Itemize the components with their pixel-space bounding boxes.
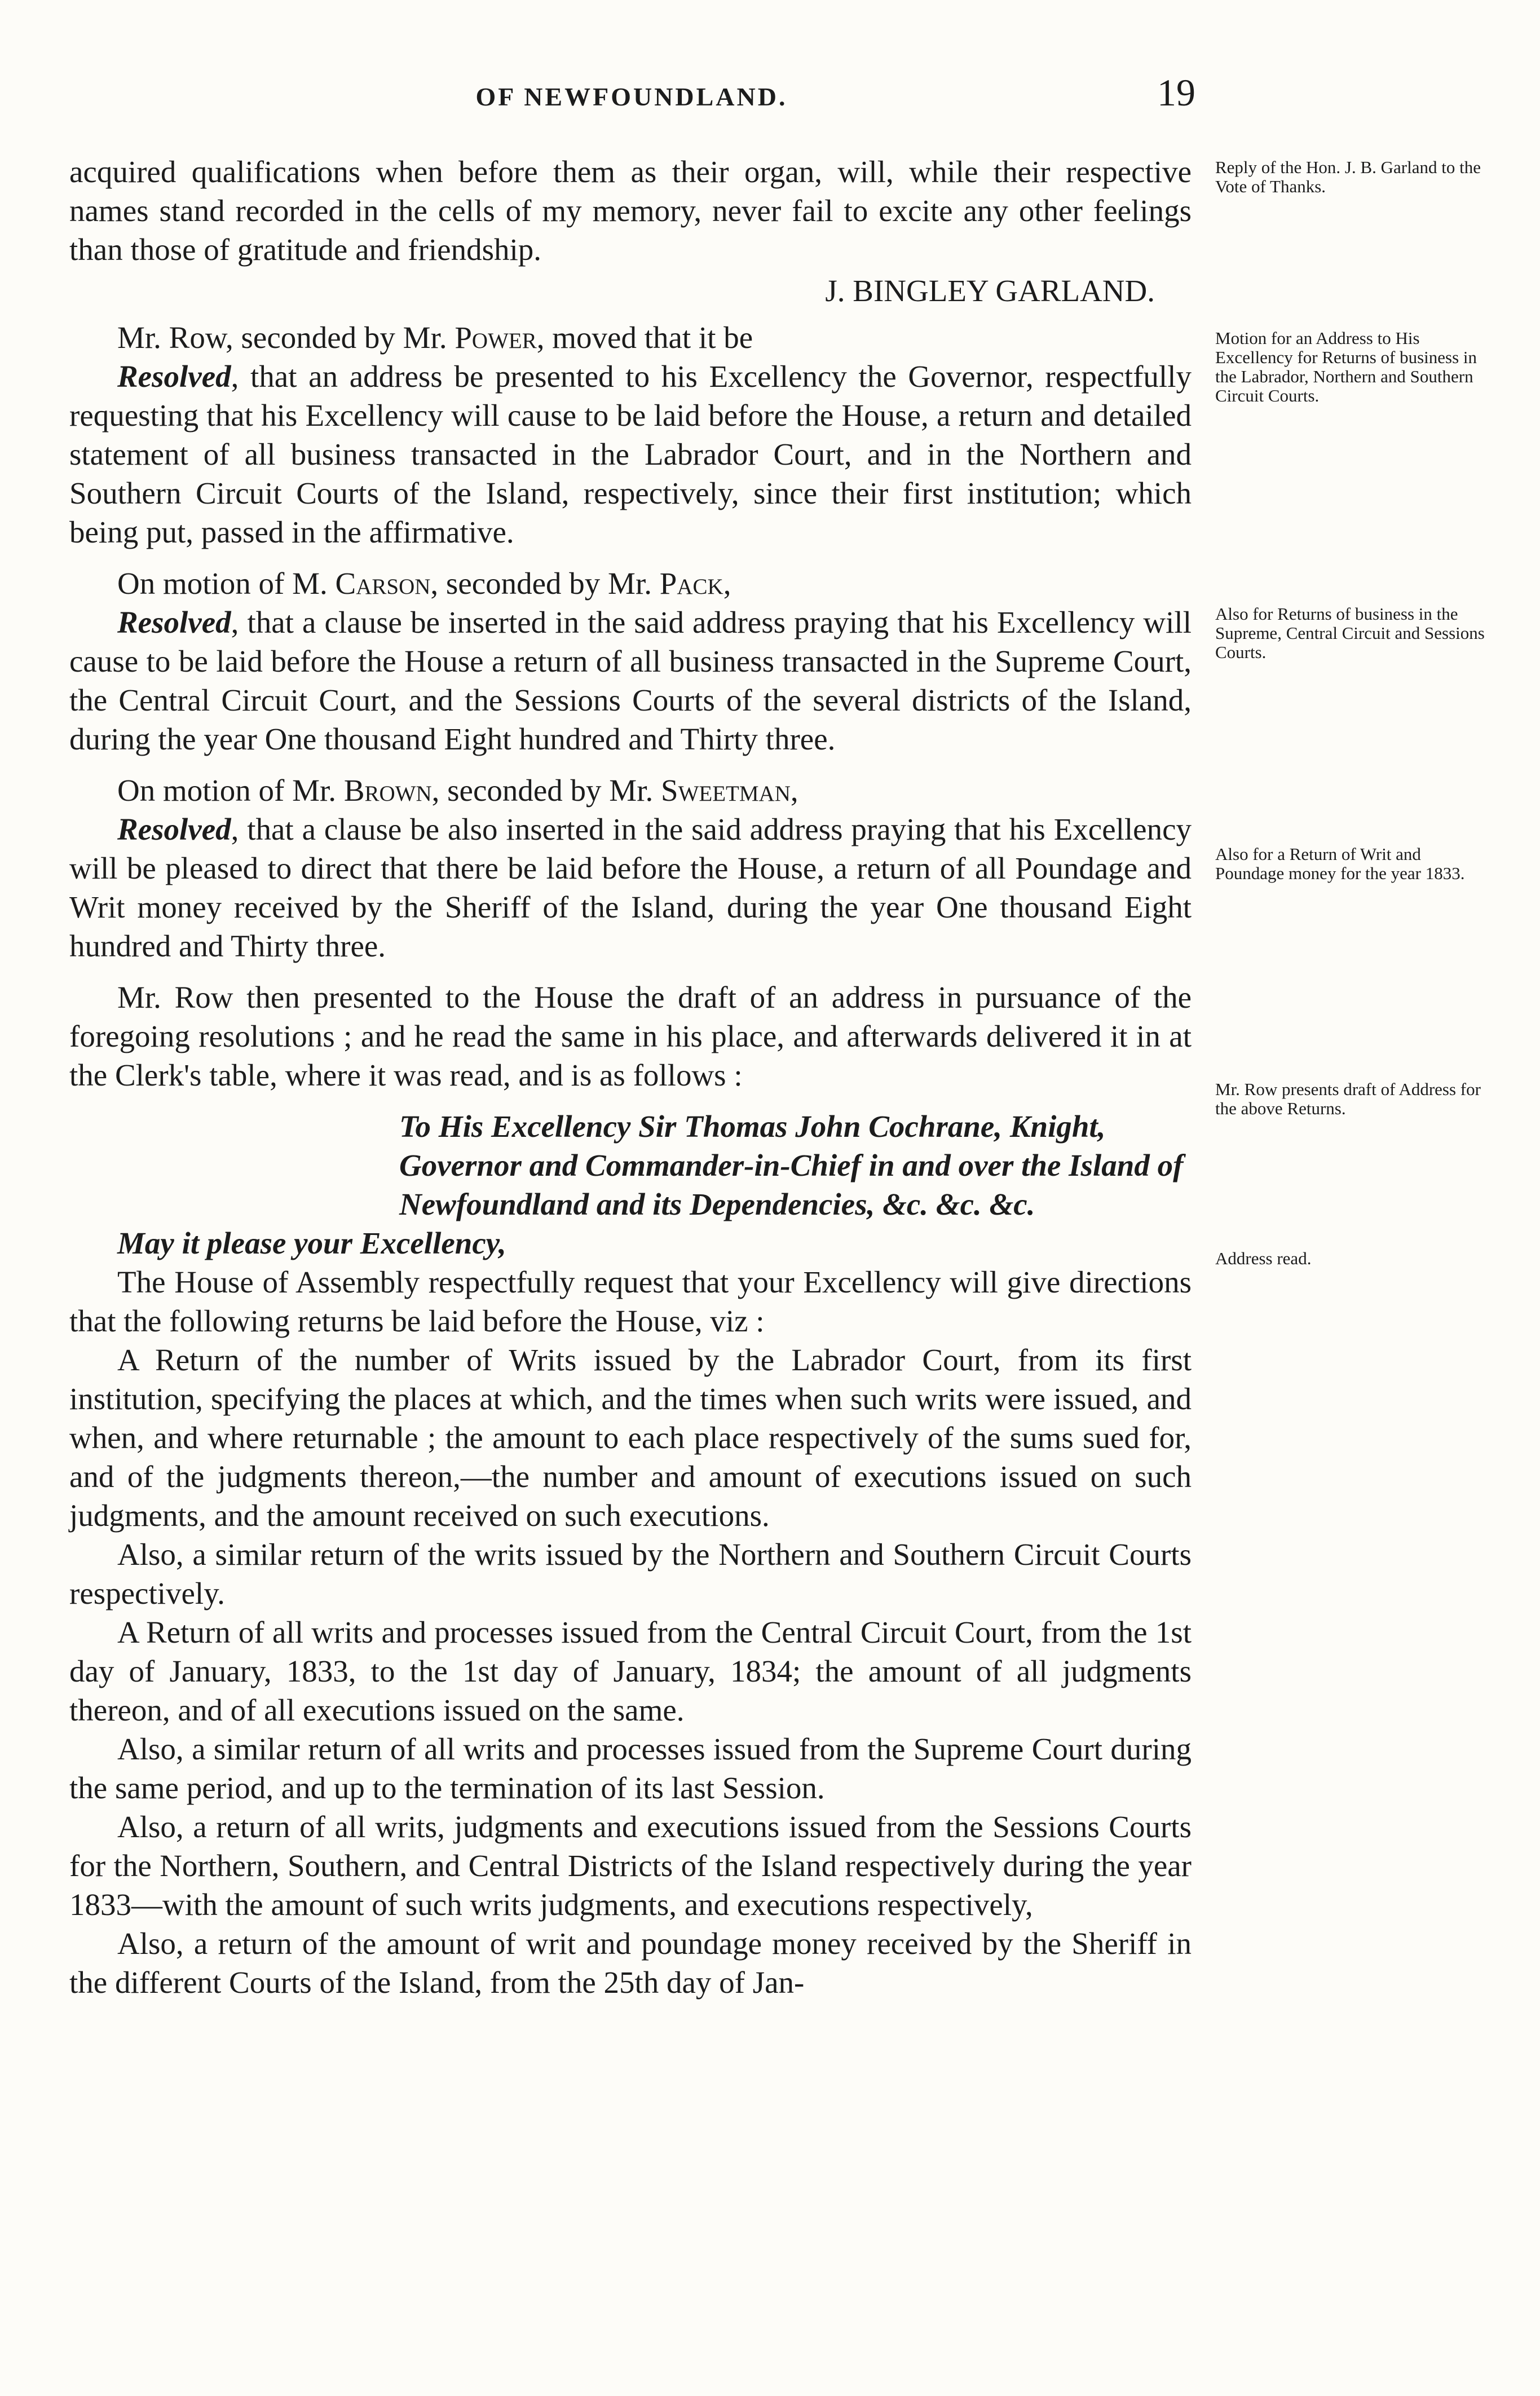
motion-text: , — [723, 566, 731, 601]
margin-note-supreme-court: Also for Returns of business in the Supreme, Central Circuit and Sessions Courts. — [1215, 604, 1485, 662]
motion-text: On motion of M. — [117, 566, 328, 601]
motion-text: On motion of Mr. — [117, 773, 337, 808]
address-paragraph: Also, a similar return of all writs and processes issued from the Supreme Court during the same period, and up to the termination of its last Session. — [69, 1732, 1192, 1805]
paragraph-draft-presented: Mr. Row then presented to the House the draft of an address in pursuance of the foregoing resolutions ; and he read the same in his place, and afterwards delivered it in at the Clerk's table, where it was read, and is as follows : — [69, 980, 1192, 1092]
running-head: OF NEWFOUNDLAND. — [475, 82, 788, 111]
paragraph-reply-end: acquired qualifications when before them as their organ, will, while their respective names stand recorded in the cells of my memory, never fail to excite any other feelings than those of gratitude and friendship. — [69, 155, 1192, 267]
motion-text: , seconded by Mr. — [430, 566, 652, 601]
resolution — [69, 357, 1192, 551]
page-number: 19 — [1157, 71, 1195, 114]
member-name: Pack — [659, 566, 723, 601]
address-paragraph: Also, a return of all writs, judgments and executions issued from the Sessions Courts for the Northern, Southern, and Central Districts of the Island respectively during the year 1833—with the amount of such writs judgments, and executions respectively, — [69, 1810, 1192, 1922]
resolution — [69, 810, 1192, 965]
address-paragraph: The House of Assembly respectfully request that your Excellency will give directions that the following returns be laid before the House, viz : — [69, 1265, 1192, 1338]
resolved-word: Resolved — [117, 359, 231, 394]
resolution-text: , that a clause be inserted in the said address praying that his Excellency will cause to be laid before the House a return of all business transacted in the Supreme Court, the Central Circuit Court, and the Sessions Courts of the several districts of the Island, during the year One thousand Eight hundred and Thirty three. — [69, 605, 1192, 756]
salutation: May it please your Excellency, — [117, 1226, 506, 1260]
member-name: Carson — [335, 566, 431, 601]
margin-note-draft-address: Mr. Row presents draft of Address for the above Returns. — [1215, 1079, 1481, 1118]
member-name: Sweetman — [660, 773, 791, 808]
motion-carson — [69, 564, 1192, 603]
margin-note-writ-poundage: Also for a Return of Writ and Poundage money for the year 1833. — [1215, 844, 1465, 883]
margin-note-reply: Reply of the Hon. J. B. Garland to the Vote of Thanks. — [1215, 157, 1481, 196]
margin-note-motion-address: Motion for an Address to His Excellency for Returns of business in the Labrador, Northern and Southern Circuit Courts. — [1215, 328, 1477, 405]
margin-note-address-read: Address read. — [1215, 1248, 1312, 1268]
address-paragraph: Also, a return of the amount of writ and poundage money received by the Sheriff in the different Courts of the Island, from the 25th day of Jan- — [69, 1926, 1192, 2000]
motion-text: , moved that it be — [536, 320, 753, 355]
address-heading: To His Excellency Sir Thomas John Cochrane, Knight, Governor and Commander-in-Chief in and over the Island of Newfoundland and its Dependencies, &c. &c. &c. — [399, 1109, 1184, 1221]
motion-text: , seconded by Mr. — [431, 773, 654, 808]
member-name: Brown — [343, 773, 432, 808]
motion-text: , — [790, 773, 798, 808]
motion-row — [69, 318, 1192, 357]
resolution-text: , that an address be presented to his Excellency the Governor, respectfully requesting that his Excellency will cause to be laid before the House, a return and detailed statement of all business transacted in the Labrador Court, and in the Northern and Southern Circuit Courts of the Island, respectively, since their first institution; which being put, passed in the affirmative. — [69, 359, 1192, 549]
member-name: Power — [455, 320, 537, 355]
address-paragraph: A Return of all writs and processes issued from the Central Circuit Court, from the 1st day of January, 1833, to the 1st day of January, 1834; the amount of all judgments thereon, and of all executions issued on the same. — [69, 1615, 1192, 1727]
signature: J. BINGLEY GARLAND. — [825, 273, 1155, 308]
motion-brown — [69, 771, 1192, 810]
address-paragraph: Also, a similar return of the writs issued by the Northern and Southern Circuit Courts respectively. — [69, 1537, 1192, 1610]
resolution — [69, 603, 1192, 758]
body-text — [69, 152, 1192, 2002]
address-paragraph: A Return of the number of Writs issued by the Labrador Court, from its first institution, specifying the places at which, and the times when such writs were issued, and when, and where returnable ; the amount to each place respectively of the sums sued for, and of the judgments thereon,—the number and amount of executions issued on such judgments, and the amount received on such executions. — [69, 1343, 1192, 1533]
resolved-word: Resolved — [117, 812, 231, 846]
resolution-text: , that a clause be also inserted in the said address praying that his Excellency will be pleased to direct that there be laid before the House, a return of all Poundage and Writ money received by the Sheriff of the Island, during the year One thousand Eight hundred and Thirty three. — [69, 812, 1192, 963]
page-header — [68, 71, 1195, 133]
resolved-word: Resolved — [117, 605, 231, 639]
motion-text: Mr. Row, seconded by Mr. — [117, 320, 447, 355]
